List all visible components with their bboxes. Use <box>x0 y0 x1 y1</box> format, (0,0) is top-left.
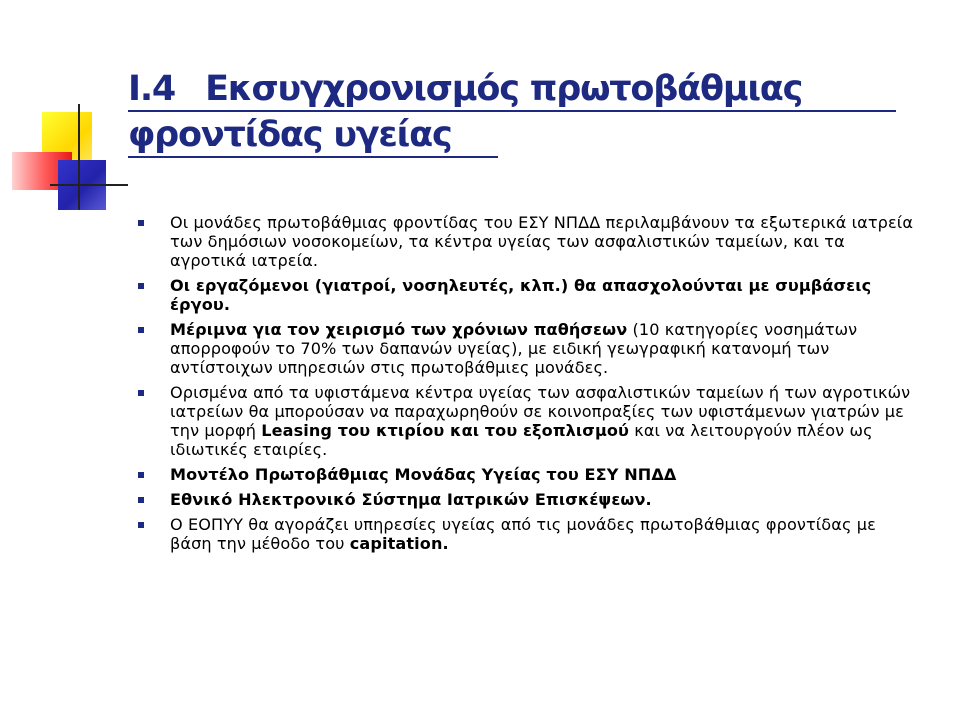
bullet-item <box>130 213 920 270</box>
bullet-square-icon <box>138 283 144 289</box>
bullet-item <box>130 383 920 459</box>
title-text-line-2: φροντίδας υγείας <box>128 115 452 155</box>
bullet-list <box>130 213 920 559</box>
bullet-item <box>130 490 920 509</box>
bullet-square-icon <box>138 497 144 503</box>
bullet-text-bold: Μέριμνα για τον χειρισμό των χρόνιων παθήσεων <box>170 320 628 339</box>
bullet-text: Οι μονάδες πρωτοβάθμιας φροντίδας του ΕΣΥ ΝΠΔΔ περιλαμβάνουν τα εξωτερικά ιατρεία των δημόσιων νοσοκομείων, τα κέντρα υγείας των ασφαλιστικών ταμείων, και τα αγροτικά ιατρεία. <box>170 213 914 270</box>
title-underline-1 <box>128 110 896 112</box>
bullet-text: Ορισμένα από τα υφιστάμενα κέντρα υγείας των ασφαλιστικών ταμείων ή των αγροτικών ιατρείων θα μπορούσαν να παραχωρηθούν σε κοινοπραξίες των υφιστάμενων γιατρών με την μορφή <box>170 383 911 440</box>
title-underline-2 <box>128 156 498 158</box>
bullet-square-icon <box>138 390 144 396</box>
decoration-vertical-line <box>78 104 80 210</box>
title-line-1 <box>128 66 928 112</box>
bullet-text-bold: Εθνικό Ηλεκτρονικό Σύστημα Ιατρικών Επισκέψεων. <box>170 490 652 509</box>
title-number: I.4 <box>128 69 176 109</box>
bullet-item <box>130 276 920 314</box>
decoration-horizontal-line <box>50 184 128 186</box>
bullet-text: Ο ΕΟΠΥΥ θα αγοράζει υπηρεσίες υγείας από τις μονάδες πρωτοβάθμιας φροντίδας με βάση την μέθοδο του <box>170 515 876 553</box>
bullet-square-icon <box>138 327 144 333</box>
title-line-2 <box>128 112 928 158</box>
bullet-square-icon <box>138 522 144 528</box>
title-text-line-1: Εκσυγχρονισμός πρωτοβάθμιας <box>205 69 803 109</box>
bullet-square-icon <box>138 220 144 226</box>
bullet-square-icon <box>138 472 144 478</box>
bullet-text-after: και να λειτουργούν πλέον ως ιδιωτικές εταιρίες. <box>170 421 873 459</box>
bullet-text-bold: capitation. <box>349 534 449 553</box>
bullet-item <box>130 515 920 553</box>
bullet-item <box>130 465 920 484</box>
slide-title <box>128 66 928 158</box>
bullet-text-bold: Μοντέλο Πρωτοβάθμιας Μονάδας Υγείας του ΕΣΥ ΝΠΔΔ <box>170 465 677 484</box>
bullet-item <box>130 320 920 377</box>
bullet-text-bold: Leasing του κτιρίου και του εξοπλισμού <box>261 421 630 440</box>
bullet-text: (10 κατηγορίες νοσημάτων απορροφούν το 70% των δαπανών υγείας), με ειδική γεωγραφική κατανομή των αντίστοιχων υπηρεσιών στις πρωτοβάθμιες μονάδες. <box>170 320 858 377</box>
bullet-text-bold: Οι εργαζόμενοι (γιατροί, νοσηλευτές, κλπ.) θα απασχολούνται με συμβάσεις έργου. <box>170 276 872 314</box>
